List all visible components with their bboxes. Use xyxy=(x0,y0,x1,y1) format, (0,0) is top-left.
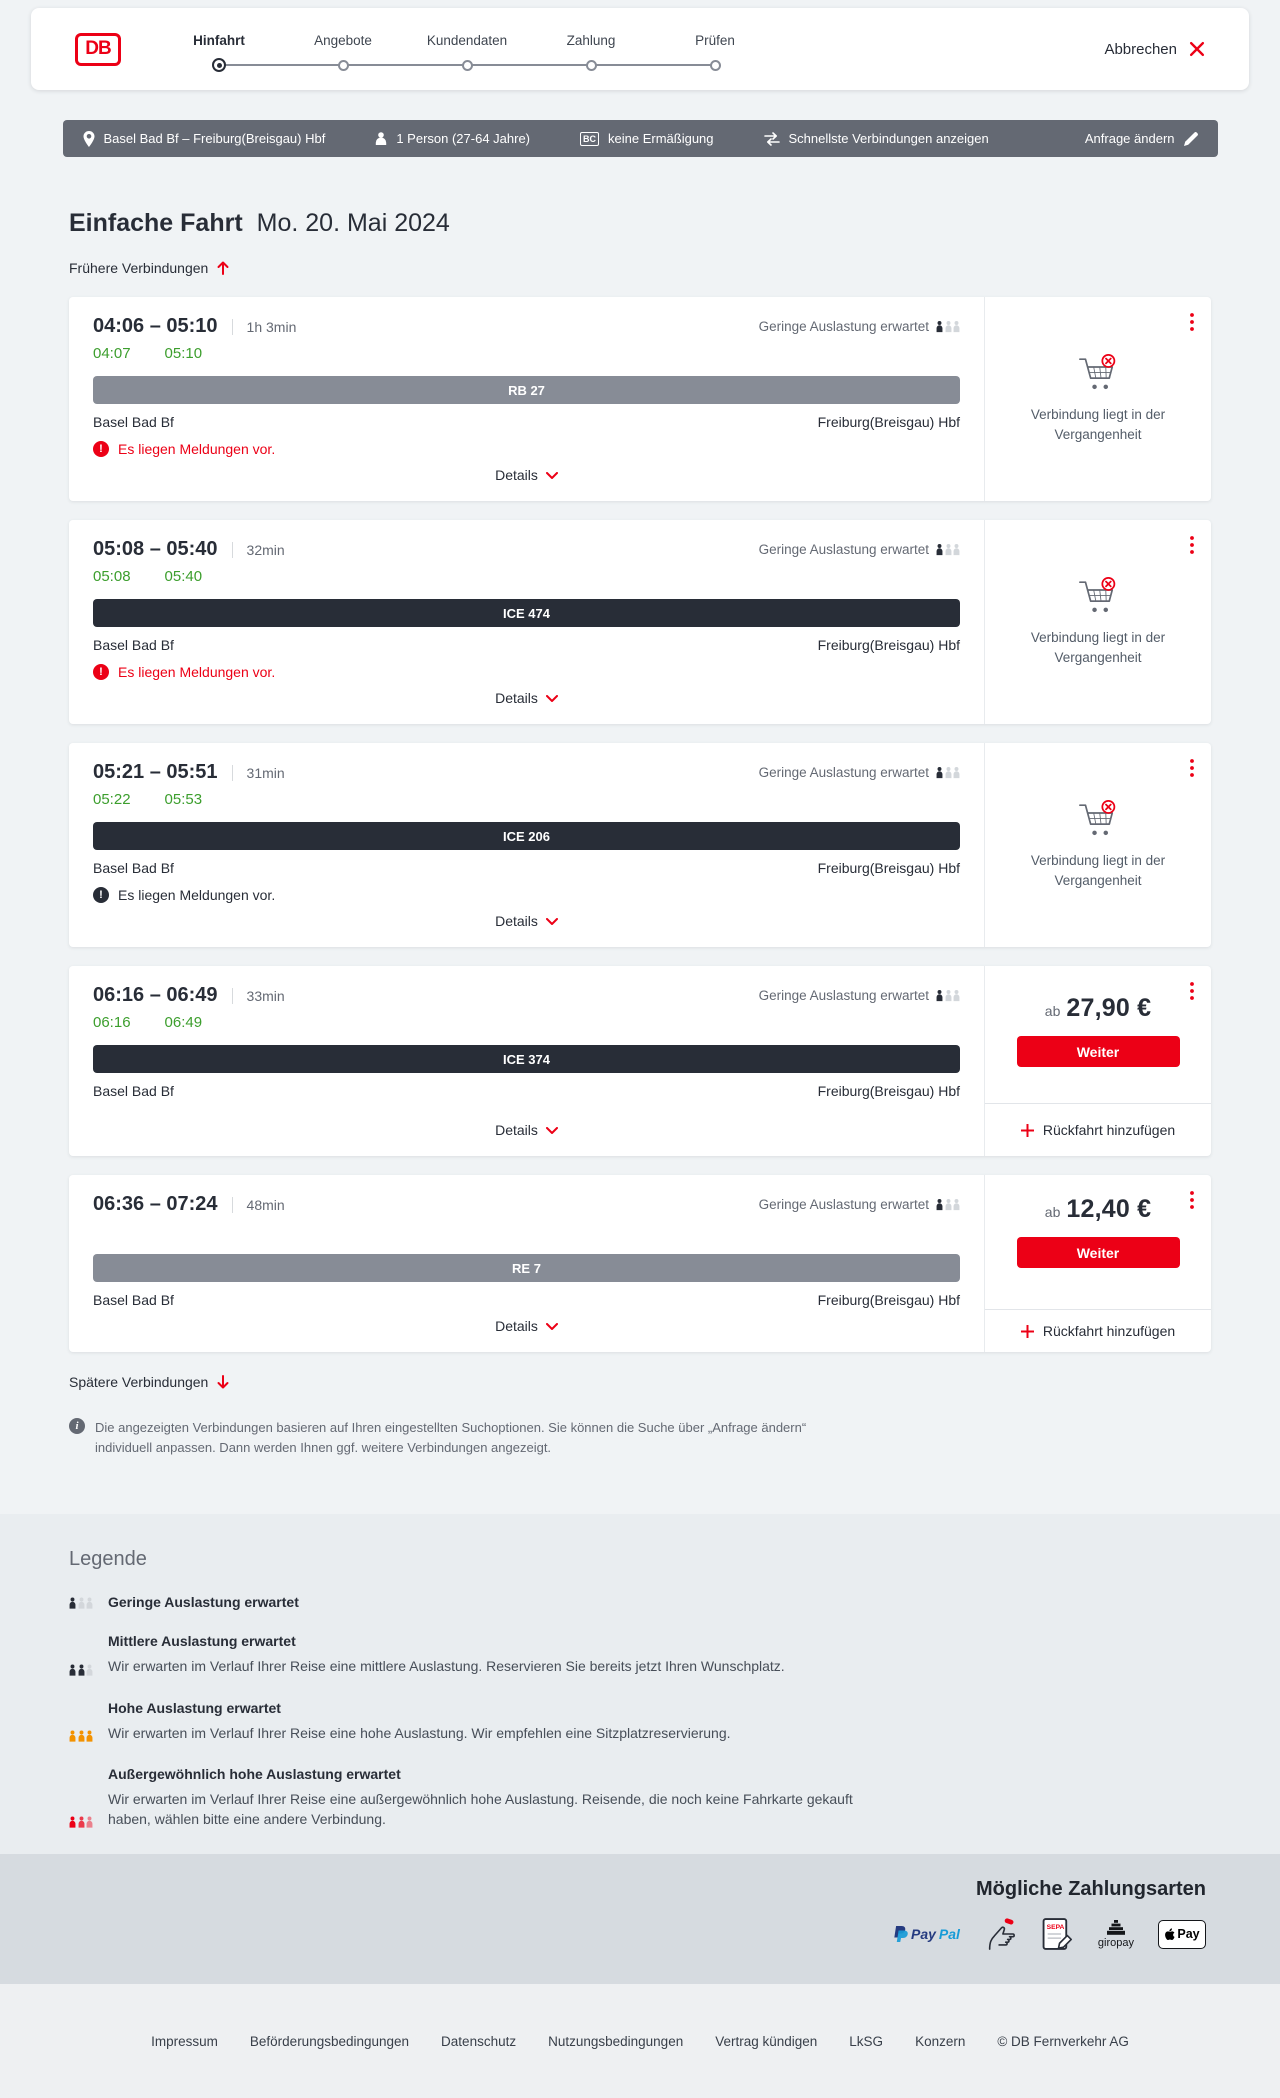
bahncard-icon: BC xyxy=(580,132,599,146)
train-segment-bar[interactable] xyxy=(93,1254,960,1282)
route-summary xyxy=(83,131,326,147)
search-summary-bar xyxy=(63,120,1218,157)
passenger-summary xyxy=(375,131,530,146)
location-pin-icon xyxy=(83,131,95,147)
legend-item-label: Außergewöhnlich hohe Auslastung erwartet xyxy=(108,1765,401,1782)
step-label: Kundendaten xyxy=(426,33,508,48)
price-value: 27,90 € xyxy=(1066,994,1152,1022)
arrow-up-icon xyxy=(217,261,229,275)
person-icon xyxy=(375,132,387,145)
realtime-arrival: 05:10 xyxy=(164,345,203,362)
discount-summary xyxy=(580,131,714,146)
info-icon: i xyxy=(69,1418,85,1434)
db-logo xyxy=(75,33,121,66)
occupancy-label: Geringe Auslastung erwartet xyxy=(758,765,929,780)
payment-methods-title: Mögliche Zahlungsarten xyxy=(975,1878,1206,1901)
modify-request-button[interactable] xyxy=(1085,131,1198,146)
travel-date: Mo. 20. Mai 2024 xyxy=(256,209,450,237)
train-label: ICE 374 xyxy=(503,1051,550,1067)
legend-item-label: Geringe Auslastung erwartet xyxy=(108,1594,299,1611)
legend-item-label: Mittlere Auslastung erwartet xyxy=(108,1633,296,1650)
legend-item xyxy=(69,1633,1211,1676)
sort-arrows-icon xyxy=(764,132,780,146)
step-hinfahrt[interactable] xyxy=(157,8,281,90)
add-return-button[interactable] xyxy=(1015,1104,1181,1156)
chevron-down-icon xyxy=(546,695,558,702)
connection-card xyxy=(69,520,1211,724)
step-label: Prüfen xyxy=(695,33,735,48)
notice-icon: ! xyxy=(93,887,109,903)
connection-card xyxy=(69,743,1211,947)
occupancy-label: Geringe Auslastung erwartet xyxy=(758,319,929,334)
past-notice: Verbindung liegt in der Vergangenheit xyxy=(1030,852,1166,888)
realtime-arrival: 06:49 xyxy=(164,1014,203,1031)
price-value: 12,40 € xyxy=(1066,1195,1152,1223)
earlier-connections-label: Frühere Verbindungen xyxy=(69,260,209,276)
train-segment-bar[interactable] xyxy=(93,822,960,850)
departure-station: Basel Bad Bf xyxy=(93,860,174,876)
connection-card xyxy=(69,966,1211,1156)
past-notice: Verbindung liegt in der Vergangenheit xyxy=(1030,406,1166,442)
footer-link-nutzungsbedingungen[interactable]: Nutzungsbedingungen xyxy=(548,2033,684,2049)
realtime-row xyxy=(93,791,960,810)
legend-title: Legende xyxy=(69,1548,147,1571)
cancel-label: Abbrechen xyxy=(1104,40,1177,58)
chevron-down-icon xyxy=(546,1127,558,1134)
legend-item-description: Wir erwarten im Verlauf Ihrer Reise eine hohe Auslastung. Wir empfehlen eine Sitzplatzreservierung. xyxy=(108,1724,731,1741)
later-connections-label: Spätere Verbindungen xyxy=(69,1374,209,1390)
occupancy-indicator xyxy=(759,988,960,1003)
connection-message xyxy=(93,441,960,457)
cart-unavailable-icon xyxy=(1077,354,1119,392)
train-label: ICE 206 xyxy=(503,828,550,844)
payment-methods-section xyxy=(0,1854,1280,1984)
details-label: Details xyxy=(495,1122,538,1138)
close-icon xyxy=(1189,41,1205,57)
train-segment-bar[interactable] xyxy=(93,376,960,404)
legend-section xyxy=(0,1514,1280,1854)
passenger-text: 1 Person (27-64 Jahre) xyxy=(396,131,531,146)
copyright: © DB Fernverkehr AG xyxy=(997,2033,1129,2049)
add-return-label: Rückfahrt hinzufügen xyxy=(1042,1323,1176,1339)
price xyxy=(1045,994,1151,1023)
warning-icon: ! xyxy=(93,441,109,457)
kebab-menu-icon xyxy=(1190,1191,1194,1209)
train-segment-bar[interactable] xyxy=(93,1045,960,1073)
chevron-down-icon xyxy=(546,1323,558,1330)
details-button[interactable] xyxy=(495,903,558,935)
legend-item xyxy=(69,1594,1211,1610)
train-label: RB 27 xyxy=(508,382,545,398)
occupancy-low-icon xyxy=(936,320,960,333)
occupancy-indicator xyxy=(759,765,960,780)
connection-options-button[interactable] xyxy=(1186,532,1198,558)
departure-station: Basel Bad Bf xyxy=(93,414,174,430)
realtime-row xyxy=(93,1223,960,1242)
progress-stepper xyxy=(157,8,777,90)
step-label: Hinfahrt xyxy=(193,33,245,48)
realtime-departure: 04:07 xyxy=(93,345,131,362)
giropay-label: giropay xyxy=(1097,1936,1134,1949)
kebab-menu-icon xyxy=(1190,536,1194,554)
connection-times: 05:21 – 05:51 xyxy=(93,761,218,783)
price-prefix: ab xyxy=(1044,1003,1061,1019)
pay-in-hand-icon xyxy=(984,1917,1018,1951)
realtime-departure: 05:08 xyxy=(93,568,131,585)
occupancy-low-icon xyxy=(936,543,960,556)
connection-duration: 31min xyxy=(232,765,285,781)
cancel-button[interactable] xyxy=(1098,40,1211,59)
step-label: Zahlung xyxy=(566,33,616,48)
train-segment-bar[interactable] xyxy=(93,599,960,627)
occupancy-low-icon xyxy=(936,766,960,779)
footer-link-konzern[interactable]: Konzern xyxy=(915,2033,966,2049)
step-pruefen[interactable] xyxy=(653,8,777,90)
train-label: RE 7 xyxy=(512,1260,541,1276)
occupancy-medium-icon xyxy=(69,1633,95,1676)
connection-times: 06:16 – 06:49 xyxy=(93,984,218,1006)
cart-unavailable-icon xyxy=(1077,800,1119,838)
trip-type-title: Einfache Fahrt xyxy=(69,209,243,237)
step-dot xyxy=(710,60,721,71)
arrival-station: Freiburg(Breisgau) Hbf xyxy=(817,637,960,653)
occupancy-label: Geringe Auslastung erwartet xyxy=(758,542,929,557)
connection-duration: 32min xyxy=(232,542,285,558)
connection-aside xyxy=(984,520,1211,724)
legend-item-description: Wir erwarten im Verlauf Ihrer Reise eine mittlere Auslastung. Reservieren Sie bereits jetzt Ihren Wunschplatz. xyxy=(108,1658,785,1675)
fastest-connections-text: Schnellste Verbindungen anzeigen xyxy=(788,131,989,146)
page-footer xyxy=(0,1984,1280,2098)
connection-duration: 1h 3min xyxy=(232,319,297,335)
apple-pay-label: Pay xyxy=(1177,1927,1200,1942)
occupancy-high-icon xyxy=(69,1700,95,1743)
connection-aside xyxy=(984,1175,1211,1352)
footer-link-vertrag-kuendigen[interactable]: Vertrag kündigen xyxy=(715,2033,818,2049)
occupancy-exceptional-icon xyxy=(69,1766,95,1830)
departure-station: Basel Bad Bf xyxy=(93,637,174,653)
price xyxy=(1045,1195,1151,1224)
details-label: Details xyxy=(495,1318,538,1334)
continue-button[interactable]: Weiter xyxy=(1017,1036,1180,1067)
message-text: Es liegen Meldungen vor. xyxy=(118,664,276,680)
cart-unavailable-icon xyxy=(1077,577,1119,615)
paypal-icon: Pay Pal xyxy=(893,1925,960,1943)
step-dot xyxy=(586,60,597,71)
realtime-arrival: 05:40 xyxy=(164,568,203,585)
add-return-label: Rückfahrt hinzufügen xyxy=(1042,1122,1176,1138)
giropay-icon xyxy=(1098,1920,1134,1949)
connection-aside xyxy=(984,743,1211,947)
occupancy-label: Geringe Auslastung erwartet xyxy=(758,988,929,1003)
legend-item-label: Hohe Auslastung erwartet xyxy=(108,1699,281,1716)
add-return-button[interactable] xyxy=(1015,1310,1181,1352)
price-prefix: ab xyxy=(1044,1204,1061,1220)
occupancy-indicator xyxy=(759,542,960,557)
footer-link-lksg[interactable]: LkSG xyxy=(849,2033,884,2049)
realtime-row xyxy=(93,568,960,587)
later-connections-link[interactable] xyxy=(69,1374,229,1390)
sepa-direct-debit-icon xyxy=(1042,1918,1074,1951)
db-logo-text: DB xyxy=(78,36,118,63)
details-button[interactable] xyxy=(495,1308,558,1340)
connection-duration: 33min xyxy=(232,988,285,1004)
arrival-station: Freiburg(Breisgau) Hbf xyxy=(817,1083,960,1099)
connection-options-button[interactable] xyxy=(1186,755,1198,781)
step-label: Angebote xyxy=(314,33,372,48)
details-label: Details xyxy=(495,690,538,706)
plus-icon xyxy=(1021,1124,1034,1137)
chevron-down-icon xyxy=(546,918,558,925)
kebab-menu-icon xyxy=(1190,313,1194,331)
footer-link-datenschutz[interactable]: Datenschutz xyxy=(441,2033,517,2049)
legend-item xyxy=(69,1766,1211,1830)
realtime-arrival: 05:53 xyxy=(164,791,203,808)
realtime-departure: 06:16 xyxy=(93,1014,131,1031)
connection-duration: 48min xyxy=(232,1197,285,1213)
connection-options-button[interactable] xyxy=(1186,1187,1198,1213)
connection-aside xyxy=(984,297,1211,501)
arrival-station: Freiburg(Breisgau) Hbf xyxy=(817,1292,960,1308)
step-angebote[interactable] xyxy=(281,8,405,90)
info-text: Die angezeigten Verbindungen basieren auf Ihren eingestellten Suchoptionen. Sie können die Suche über „Anfrage ändern“ individuell anpassen. Dann werden Ihnen ggf. weitere Verbindungen angezeigt. xyxy=(95,1420,807,1456)
message-text: Es liegen Meldungen vor. xyxy=(118,887,276,903)
legend-item xyxy=(69,1700,1211,1743)
connection-aside xyxy=(984,966,1211,1156)
connection-options-button[interactable] xyxy=(1186,978,1198,1004)
realtime-departure: 05:22 xyxy=(93,791,131,808)
message-text: Es liegen Meldungen vor. xyxy=(118,441,276,457)
app-header xyxy=(31,8,1249,90)
connection-times: 06:36 – 07:24 xyxy=(93,1193,218,1215)
connection-card xyxy=(69,297,1211,501)
fastest-connections-summary xyxy=(764,131,989,146)
legend-item-description: Wir erwarten im Verlauf Ihrer Reise eine außergewöhnlich hohe Auslastung. Reisende, die noch keine Fahrkarte gekauft haben, wählen bitte eine andere Verbindung. xyxy=(108,1790,853,1828)
past-notice: Verbindung liegt in der Vergangenheit xyxy=(1030,629,1166,665)
realtime-row xyxy=(93,1014,960,1033)
footer-link-impressum[interactable]: Impressum xyxy=(151,2033,218,2049)
occupancy-label: Geringe Auslastung erwartet xyxy=(758,1197,929,1212)
step-dot-active xyxy=(212,58,226,72)
search-options-note xyxy=(69,1418,859,1458)
arrival-station: Freiburg(Breisgau) Hbf xyxy=(817,860,960,876)
connection-times: 04:06 – 05:10 xyxy=(93,315,218,337)
train-label: ICE 474 xyxy=(503,605,550,621)
footer-link-befoerderungsbedingungen[interactable]: Beförderungsbedingungen xyxy=(249,2033,410,2049)
kebab-menu-icon xyxy=(1190,759,1194,777)
connection-message xyxy=(93,664,960,680)
realtime-row xyxy=(93,345,960,364)
departure-station: Basel Bad Bf xyxy=(93,1083,174,1099)
step-zahlung[interactable] xyxy=(529,8,653,90)
connection-card xyxy=(69,1175,1211,1352)
continue-button[interactable]: Weiter xyxy=(1017,1237,1180,1268)
page-title xyxy=(69,209,1211,238)
step-dot xyxy=(338,60,349,71)
arrow-down-icon xyxy=(217,1375,229,1389)
results-main xyxy=(69,209,1211,1514)
occupancy-indicator xyxy=(759,319,960,334)
warning-icon: ! xyxy=(93,664,109,680)
apple-pay-icon xyxy=(1158,1920,1206,1949)
details-button[interactable] xyxy=(495,457,558,489)
discount-text: keine Ermäßigung xyxy=(608,131,714,146)
step-kundendaten[interactable] xyxy=(405,8,529,90)
occupancy-low-icon xyxy=(936,1198,960,1211)
details-label: Details xyxy=(495,913,538,929)
arrival-station: Freiburg(Breisgau) Hbf xyxy=(817,414,960,430)
connection-message xyxy=(93,887,960,903)
details-button[interactable] xyxy=(495,680,558,712)
occupancy-low-icon xyxy=(936,989,960,1002)
route-text: Basel Bad Bf – Freiburg(Breisgau) Hbf xyxy=(103,131,326,146)
step-dot xyxy=(462,60,473,71)
svg-text:SEPA: SEPA xyxy=(1046,1923,1065,1931)
earlier-connections-link[interactable] xyxy=(69,260,229,276)
details-button[interactable] xyxy=(495,1112,558,1144)
modify-request-label: Anfrage ändern xyxy=(1084,131,1175,146)
kebab-menu-icon xyxy=(1190,982,1194,1000)
occupancy-indicator xyxy=(759,1197,960,1212)
details-label: Details xyxy=(495,467,538,483)
connection-times: 05:08 – 05:40 xyxy=(93,538,218,560)
departure-station: Basel Bad Bf xyxy=(93,1292,174,1308)
occupancy-low-icon xyxy=(69,1594,95,1610)
plus-icon xyxy=(1021,1325,1034,1338)
connection-options-button[interactable] xyxy=(1186,309,1198,335)
pencil-icon xyxy=(1184,132,1198,146)
chevron-down-icon xyxy=(546,472,558,479)
